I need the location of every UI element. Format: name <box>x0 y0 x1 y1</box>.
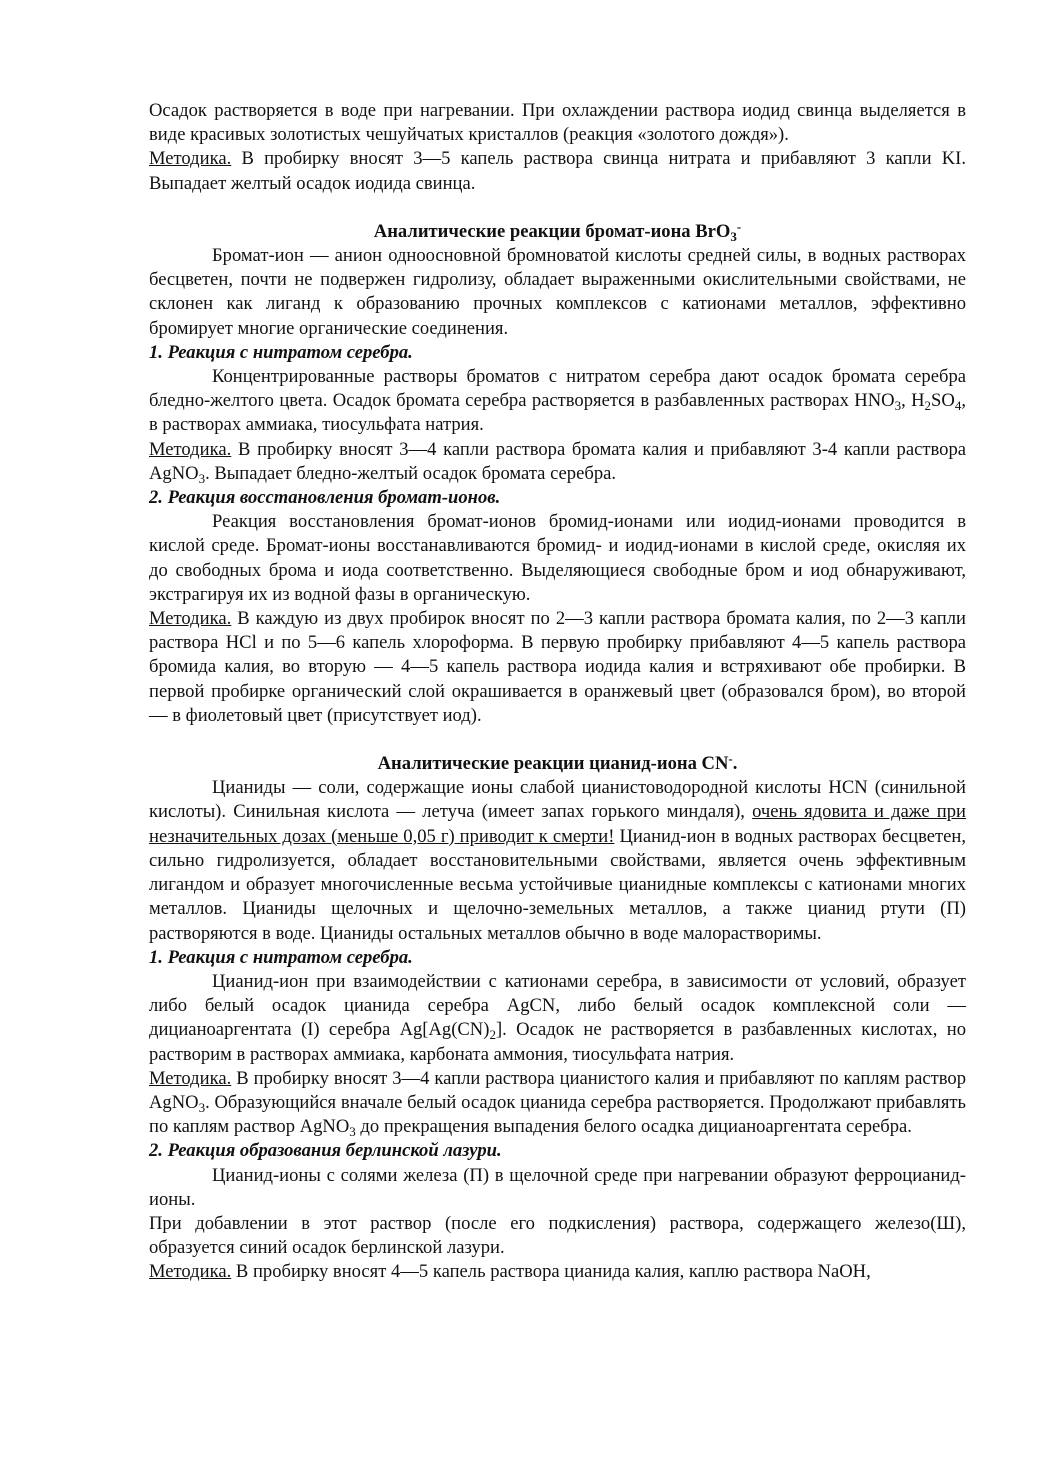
paragraph: Бромат-ион — анион одноосновной бромноватой кислоты средней силы, в водных растворах бесцветен, почти не подвержен гидролизу, обладает выраженными окислительными свойствами, не склонен как лиганд к образованию прочных комплексов с катионами металлов, эффективно бромирует многие органические соединения. <box>149 245 966 339</box>
method-paragraph: Методика. В пробирку вносят 3—4 капли раствора цианистого калия и прибавляют по каплям раствор AgNO$_3$. Образующийся вначале белый осадок цианида серебра растворяется. Продолжают прибавлять по каплям раствор AgNO$_3$ до прекращения выпадения белого осадка дицианоаргентата серебра. <box>149 1067 966 1140</box>
method-paragraph: Методика. В каждую из двух пробирок вносят по 2—3 капли раствора бромата калия, по 2—3 капли раствора HCl и по 5—6 капель хлороформа. В первую пробирку прибавляют 4—5 капель раствора бромида калия, во вторую — 4—5 капель раствора иодида калия и встряхивают обе пробирки. В первой пробирке органический слой окрашивается в оранжевый цвет (образовался бром), во второй — в фиолетовый цвет (присутствует иод). <box>149 608 966 726</box>
method-label: Методика. <box>149 438 232 460</box>
section-heading-cyanide: Аналитические реакции цианид-иона CN-. <box>377 751 738 775</box>
method-label: Методика. <box>149 608 232 630</box>
paragraph: Концентрированные растворы броматов с нитратом серебра дают осадок бромата серебра бледно-желтого цвета. Осадок бромата серебра растворяется в разбавленных растворах $HNO_3$, $H_2SO_4$, в растворах аммиака, тиосульфата натрия. <box>149 366 966 436</box>
method-label: Методика. <box>149 1067 232 1089</box>
paragraph: Реакция восстановления бромат-ионов бромид-ионами или иодид-ионами проводится в кислой среде. Бромат-ионы восстанавливаются бромид- и иодид-ионами в кислой среде, окисляя их до свободных брома и иода соответственно. Выделяющиеся свободные бром и иод обнаруживают, экстрагируя их из водной фазы в органическую. <box>149 511 966 605</box>
method-paragraph: Методика. В пробирку вносят 4—5 капель раствора цианида калия, каплю раствора NaOH, <box>149 1261 871 1283</box>
paragraph: Цианид-ионы с солями железа (П) в щелочной среде при нагревании образуют ферроцианид-ионы. <box>149 1164 966 1210</box>
subheading: 2. Реакция восстановления бромат-ионов. <box>149 487 501 509</box>
paragraph: Цианид-ион при взаимодействии с катионами серебра, в зависимости от условий, образует либо белый осадок цианида серебра AgCN, либо белый осадок комплексной соли — дицианоаргентата (I) серебра $Ag[Ag(CN)_2]$. Осадок не растворяется в разбавленных кислотах, но растворим в растворах аммиака, карбоната аммония, тиосульфата натрия. <box>149 970 966 1065</box>
method-label: Методика. <box>149 1261 232 1283</box>
paragraph: При добавлении в этот раствор (после его подкисления) раствора, содержащего железо(Ш), образуется синий осадок берлинской лазури. <box>149 1212 966 1259</box>
subheading: 1. Реакция с нитратом серебра. <box>149 946 413 968</box>
section-heading-bromate: Аналитические реакции бромат-иона BrO$_3$- <box>373 218 742 244</box>
method-paragraph: Методика. В пробирку вносят 3—5 капель раствора свинца нитрата и прибавляют 3 капли KI. Выпадает желтый осадок иодида свинца. <box>149 148 966 194</box>
document-page <box>149 99 966 1285</box>
paragraph: Цианиды — соли, содержащие ионы слабой цианистоводородной кислоты HCN (синильной кислоты). Синильная кислота — летуча (имеет запах горького миндаля), очень ядовита и даже при незначительных дозах (меньше 0,05 г) приводит к смерти! Цианид-ион в водных растворах бесцветен, сильно гидролизуется, обладает восстановительными свойствами, является очень эффективным лигандом и образует многочисленные весьма устойчивые цианидные комплексы с катионами многих металлов. Цианиды щелочных и щелочно-земельных металлов, а также цианид ртути (П) растворяются в воде. Цианиды остальных металлов обычно в воде малорастворимы. <box>149 777 967 944</box>
subheading: 2. Реакция образования берлинской лазури. <box>149 1140 502 1162</box>
paragraph: Осадок растворяется в воде при нагревании. При охлаждении раствора иодид свинца выделяется в виде красивых золотистых чешуйчатых кристаллов (реакция «золотого дождя»). <box>149 100 966 146</box>
method-label: Методика. <box>149 148 232 170</box>
subheading: 1. Реакция с нитратом серебра. <box>149 341 413 363</box>
method-paragraph: Методика. В пробирку вносят 3—4 капли раствора бромата калия и прибавляют 3-4 капли раствора AgNO$_3$. Выпадает бледно-желтый осадок бромата серебра. <box>149 438 966 486</box>
warning-text: очень ядовита и даже при незначительных дозах (меньше 0,05 г) приводит к смерти! <box>149 801 967 847</box>
